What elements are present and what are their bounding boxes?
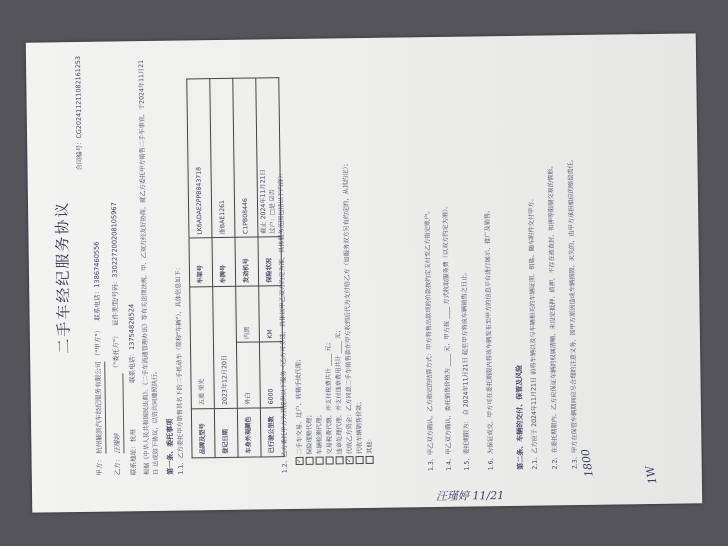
party-a-label: 甲方： <box>95 455 104 476</box>
checkbox <box>355 456 363 464</box>
checkbox <box>306 457 314 465</box>
party-b-suffix: （"委托方"） <box>111 332 121 372</box>
color-interior: 内黑 <box>236 286 260 342</box>
preamble: 根据《中华人民共和国民法典》、《二手车流通管理办法》等有关法律法规，甲、乙双方经友好协商，就乙方委托甲方销售二手车事宜，于2024年11月21日 达成如下协议，以资共同遵照执行。 <box>138 59 160 476</box>
checkbox-checked: ✓ <box>345 457 353 463</box>
service-list <box>290 44 376 465</box>
section-2-heading: 第二条、车辆的交付、保管及风险 <box>515 364 525 470</box>
contact-row <box>127 304 139 476</box>
color-label: 车身外观颜色 <box>237 408 261 457</box>
vin-value: LK6ADAE2PPB843718 <box>187 79 212 239</box>
checkbox <box>365 456 373 464</box>
party-b-label: 乙方： <box>113 455 122 476</box>
service-option-label: 代收车辆销售价款； <box>355 398 364 455</box>
handwritten-note-2: 1800 <box>578 448 596 478</box>
document-title: 二手车经纪服务协议 <box>52 200 74 354</box>
contract-number: 合同编号：CG202411211082161253 <box>73 55 84 171</box>
plate-value: 浙BAE1261 <box>210 78 235 238</box>
clause-2-1: 2.1、乙方应于 2024年11月21日 前将车辆以及与车辆相关的车辆证照、钥匙、随车附件交付甲方。 <box>527 195 539 470</box>
party-a-suffix: （"甲方"） <box>93 326 103 360</box>
vehicle-table <box>186 77 284 458</box>
mileage-unit: KM <box>259 286 283 342</box>
service-option-label: 其他： <box>366 435 374 454</box>
party-a-phone: 联系电话：13867460556 <box>92 241 102 321</box>
handwritten-note-1: 1W <box>643 464 660 486</box>
service-option-label: 违章处理代理、并支付违章费用共计 ____ 元； <box>334 326 344 455</box>
service-option-label: 保险理赔代理； <box>305 411 314 455</box>
color-exterior: 外白 <box>236 342 260 408</box>
checkbox-checked: ✓ <box>295 458 303 464</box>
mileage-label: 已行驶公里数 <box>260 408 284 457</box>
clause-1-5-label: 1.5、委托期限为： <box>463 417 471 471</box>
reg-date-label: 登记日期 <box>214 408 238 457</box>
insurance-value: 截止 2024年11月21日 <box>259 169 268 234</box>
clause-1-5-text: 自 2024年11月21日 起至甲方将该车辆销售之日止。 <box>460 268 470 416</box>
brand-value: 五菱 荣光 <box>190 287 215 409</box>
transfer-value: 过户：□是 ☑否 <box>268 189 277 234</box>
party-b-row <box>110 202 124 475</box>
party-b-phone: 联系电话：13754826524 <box>127 303 137 384</box>
service-option-label: 车辆检测代理； <box>315 411 324 455</box>
mileage-value: 6000 <box>259 342 283 408</box>
clause-1-3: 1.3、甲乙双方确认，乙方指定的结算方式：甲方将售出款项的价款按约定支付至乙方指定账户。 <box>424 207 435 472</box>
section-1-heading: 第一条、委托事项 <box>166 418 175 475</box>
engine-label: 发动机号 <box>235 237 259 286</box>
clause-2-3: 2.3、甲方在保管车辆期间应尽合理的注意义务，因甲方原因造成车辆损毁、灭失的，由甲方承担相应的赔偿责任。 <box>567 156 579 470</box>
clause-1-2: 1.2、乙方委托甲方为其提供以下服务（乙方可多选，具体以甲乙双方约定为准，具体服务范围包括以下内容）： <box>277 169 289 474</box>
brand-label: 品牌及型号 <box>191 409 215 458</box>
clause-1-6: 1.6、为保证成交，甲方可在委托期限内将该车辆发布至甲方的信息平台进行展示、推广及销售。 <box>484 206 495 471</box>
address-field: 联系地址：杭州 <box>129 429 138 476</box>
party-b-name: 汪瑾婷 <box>112 373 124 453</box>
clause-2-2: 2.2、在委托期限内，乙方应保证车辆的权属清晰，未设定抵押、质押，不存在被查封、扣押等限制交易的情形。 <box>547 162 559 470</box>
clause-1-5 <box>458 51 473 471</box>
insurance-label: 保险状况 <box>258 237 282 286</box>
party-a-name: 杭州毓滨汽车经纪服务有限公司 <box>94 361 106 453</box>
contract-page <box>26 33 702 512</box>
reg-date-value: 2023年12月20日 <box>213 287 238 409</box>
party-b-id: 证件类型/号码：330227200208105967 <box>109 202 120 327</box>
checkbox <box>326 456 334 464</box>
engine-value: C1PB08446 <box>233 78 258 238</box>
checkbox <box>335 456 343 464</box>
service-option-label: 交易税费代缴、并支付税费共计 ____ 元； <box>324 339 334 455</box>
party-a-row <box>93 241 107 475</box>
handwritten-signature: 汪瑾婷 11/21 <box>435 488 505 503</box>
clause-1-4: 1.4、甲乙双方确认，委托销售价格为 ____ 元，甲方按 ____ 方式收取服务费（以双方约定为准）。 <box>442 202 453 471</box>
vin-label: 车架号 <box>189 238 213 287</box>
checkbox <box>316 457 324 465</box>
service-option-label: 代收乙方资金：乙方同意二手车销售款在甲方收到后代为支付给乙方（如服务双方另有约定的，从其约定）； <box>342 160 354 455</box>
clause-1-1: 1.1、乙方委托甲方销售其名下的二手机动车（简称"车辆"），具体信息如下： <box>174 264 185 475</box>
service-option-label: 二手车交易、过户、转籍手续代理； <box>295 355 304 455</box>
plate-label: 车牌号 <box>212 238 236 287</box>
